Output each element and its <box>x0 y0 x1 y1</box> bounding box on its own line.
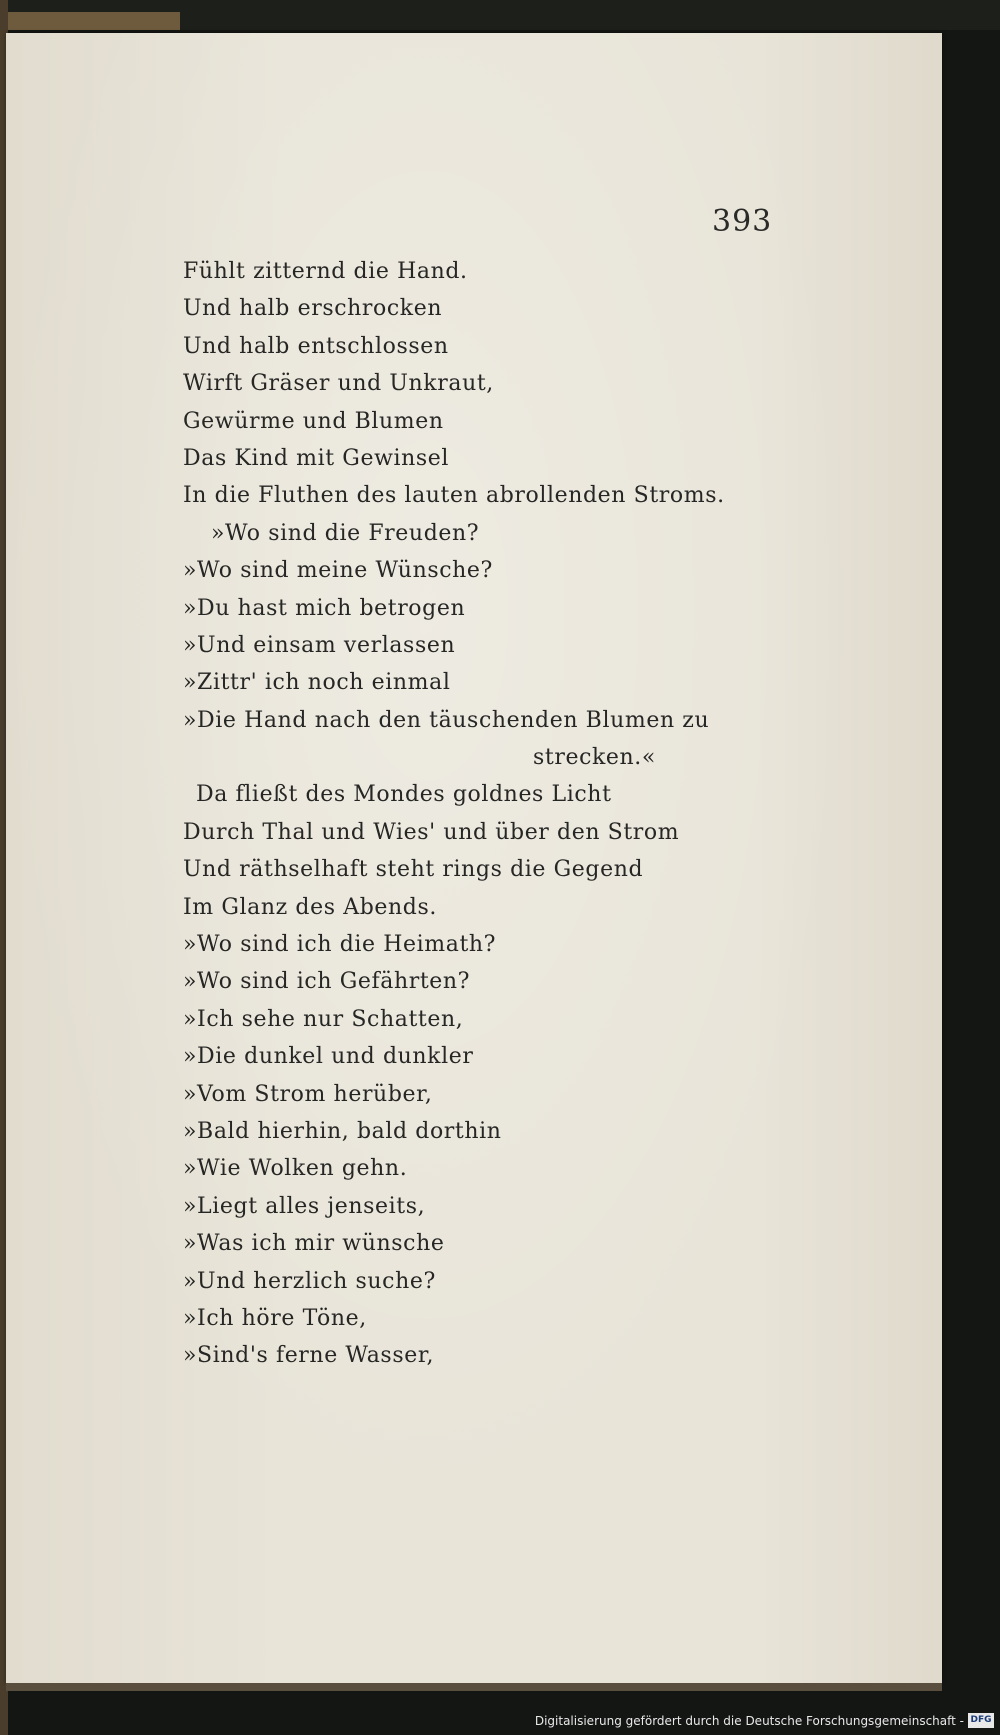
poem-line: »Liegt alles jenseits, <box>183 1193 426 1219</box>
poem-line: »Wo sind ich die Heimath? <box>183 932 497 958</box>
poem-line: »Ich sehe nur Schatten, <box>183 1006 464 1032</box>
book-cover-edge <box>0 12 180 30</box>
poem-line: »Bald hierhin, bald dorthin <box>183 1118 502 1144</box>
poem-line: »Was ich mir wünsche <box>183 1231 445 1257</box>
poem-line: In die Fluthen des lauten abrollenden Stroms. <box>183 483 725 509</box>
page-bottom-edge <box>6 1683 942 1691</box>
poem-line: »Sind's ferne Wasser, <box>183 1343 435 1369</box>
poem-line: strecken.« <box>533 745 656 771</box>
poem-line: »Und herzlich suche? <box>183 1268 436 1294</box>
poem-line: Wirft Gräser und Unkraut, <box>183 371 494 397</box>
poem-line: »Du hast mich betrogen <box>183 595 466 621</box>
poem-line: »Die Hand nach den täuschenden Blumen zu <box>183 707 710 733</box>
poem-line: »Wo sind ich Gefährten? <box>183 969 471 995</box>
poem-line: Im Glanz des Abends. <box>183 894 437 920</box>
poem-line: »Wo sind meine Wünsche? <box>183 558 493 584</box>
poem-line: Gewürme und Blumen <box>183 408 444 434</box>
poem-line: Fühlt zitternd die Hand. <box>183 259 468 284</box>
poem-line: Und halb entschlossen <box>183 333 449 359</box>
poem-line: »Vom Strom herüber, <box>183 1081 433 1107</box>
poem-line: »Wo sind die Freuden? <box>211 520 480 546</box>
poem-line: »Die dunkel und dunkler <box>183 1044 474 1070</box>
poem-line: Da fließt des Mondes goldnes Licht <box>196 782 612 808</box>
poem-line: »Wie Wolken gehn. <box>183 1156 408 1182</box>
poem-line: Durch Thal und Wies' und über den Strom <box>183 819 680 845</box>
poem-line: Und halb erschrocken <box>183 296 443 322</box>
page-number: 393 <box>712 204 773 239</box>
poem-line: Das Kind mit Gewinsel <box>183 445 450 471</box>
poem-line: »Und einsam verlassen <box>183 632 456 658</box>
poem-line: »Zittr' ich noch einmal <box>183 670 451 696</box>
poem-line: »Ich höre Töne, <box>183 1305 367 1331</box>
digitization-credit: Digitalisierung gefördert durch die Deutsche Forschungsgemeinschaft - <box>534 1714 964 1728</box>
dfg-logo: DFG <box>968 1713 994 1728</box>
poem-line: Und räthselhaft steht rings die Gegend <box>183 857 644 883</box>
poem-text <box>183 253 903 1375</box>
